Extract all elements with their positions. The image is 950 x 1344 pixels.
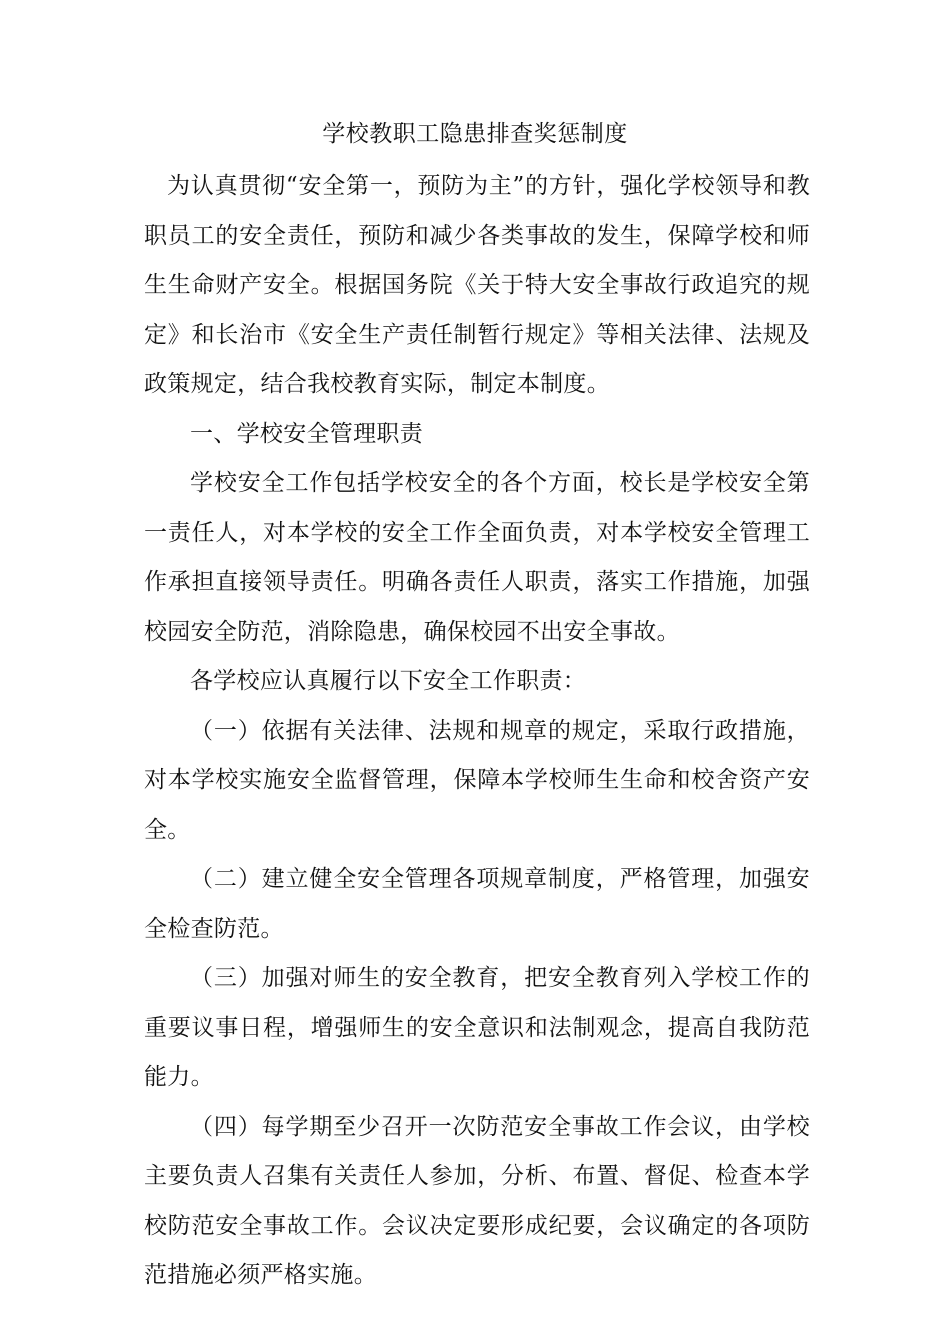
duty-item-2: （二）建立健全安全管理各项规章制度，严格管理，加强安全检查防范。: [144, 866, 810, 942]
body-paragraph: 学校安全工作包括学校安全的各个方面，校长是学校安全第一责任人，对本学校的安全工作全面负责，对本学校安全管理工作承担直接领导责任。明确各责任人职责，落实工作措施，加强校园安全防范，消除隐患，确保校园不出安全事故。: [144, 470, 810, 645]
duties-intro-paragraph: 各学校应认真履行以下安全工作职责：: [190, 668, 587, 694]
duty-item-1: （一）依据有关法律、法规和规章的规定，采取行政措施，对本学校实施安全监督管理，保障本学校师生生命和校舍资产安全。: [144, 717, 810, 843]
document-title: 学校教职工隐患排查奖惩制度: [322, 121, 628, 147]
duty-item-3: （三）加强对师生的安全教育，把安全教育列入学校工作的重要议事日程，增强师生的安全意识和法制观念，提高自我防范能力。: [144, 965, 810, 1090]
section-heading-1: 一、学校安全管理职责: [190, 420, 423, 447]
document-body: [144, 162, 810, 1301]
duty-item-4: （四）每学期至少召开一次防范安全事故工作会议，由学校主要负责人召集有关责任人参加，分析、布置、督促、检查本学校防范安全事故工作。会议决定要形成纪要，会议确定的各项防范措施必须严格实施。: [144, 1113, 810, 1288]
intro-paragraph: 为认真贯彻“安全第一，预防为主”的方针，强化学校领导和教职员工的安全责任，预防和减少各类事故的发生，保障学校和师生生命财产安全。根据国务院《关于特大安全事故行政追究的规定》和长治市《安全生产责任制暂行规定》等相关法律、法规及政策规定，结合我校教育实际，制定本制度。: [144, 173, 810, 397]
